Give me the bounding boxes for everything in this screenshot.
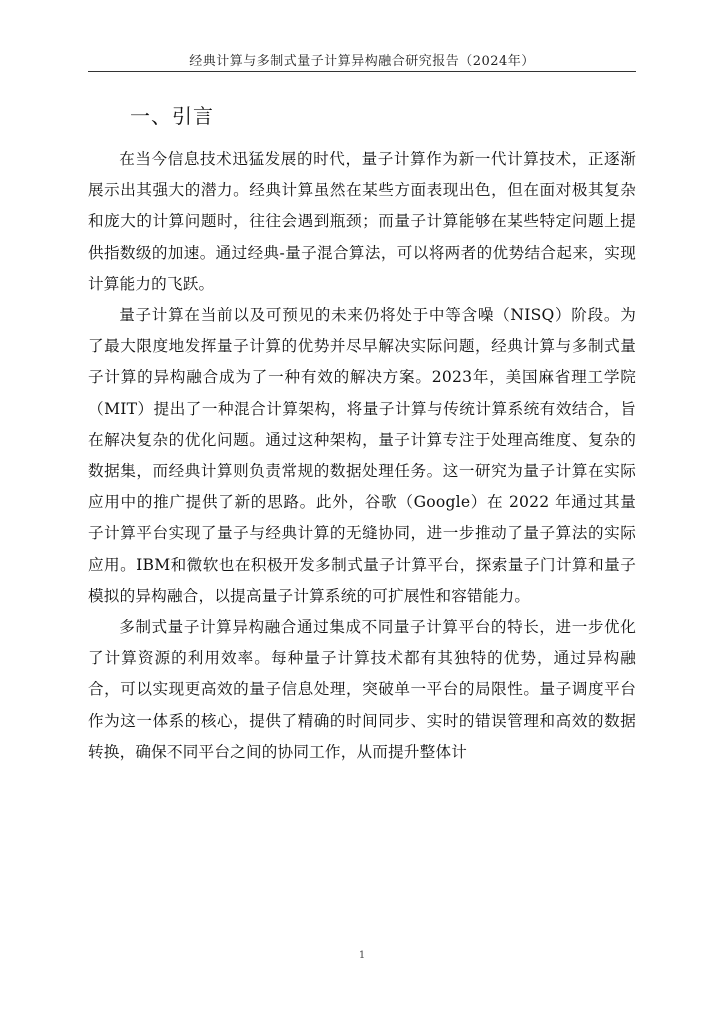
page-number: 1	[358, 950, 366, 961]
paragraph-nisq: 量子计算在当前以及可预见的未来仍将处于中等含噪（NISQ）阶段。为了最大限度地发挥量子计算的优势并尽早解决实际问题，经典计算与多制式量子计算的异构融合成为了一种有效的解决方案。2023年，美国麻省理工学院（MIT）提出了一种混合计算架构，将量子计算与传统计算系统有效结合，旨在解决复杂的优化问题。通过这种架构，量子计算专注于处理高维度、复杂的数据集，而经典计算则负责常规的数据处理任务。这一研究为量子计算在实际应用中的推广提供了新的思路。此外，谷歌（Google）在 2022 年通过其量子计算平台实现了量子与经典计算的无缝协同，进一步推动了量子算法的实际应用。IBM和微软也在积极开发多制式量子计算平台，探索量子门计算和量子模拟的异构融合，以提高量子计算系统的可扩展性和容错能力。	[88, 306, 636, 605]
paragraph-intro: 在当今信息技术迅猛发展的时代，量子计算作为新一代计算技术，正逐渐展示出其强大的潜力。经典计算虽然在某些方面表现出色，但在面对极其复杂和庞大的计算问题时，往往会遇到瓶颈；而量子计算能够在某些特定问题上提供指数级的加速。通过经典-量子混合算法，可以将两者的优势结合起来，实现计算能力的飞跃。	[88, 150, 636, 293]
section-heading: 一、引言	[130, 104, 214, 128]
body-text	[88, 144, 636, 768]
header-divider	[88, 71, 636, 72]
paragraph-heterogeneous: 多制式量子计算异构融合通过集成不同量子计算平台的特长，进一步优化了计算资源的利用效率。每种量子计算技术都有其独特的优势，通过异构融合，可以实现更高效的量子信息处理，突破单一平台的局限性。量子调度平台作为这一体系的核心，提供了精确的时间同步、实时的错误管理和高效的数据转换，确保不同平台之间的协同工作，从而提升整体计	[88, 618, 636, 761]
running-header: 经典计算与多制式量子计算异构融合研究报告（2024年）	[189, 54, 535, 69]
